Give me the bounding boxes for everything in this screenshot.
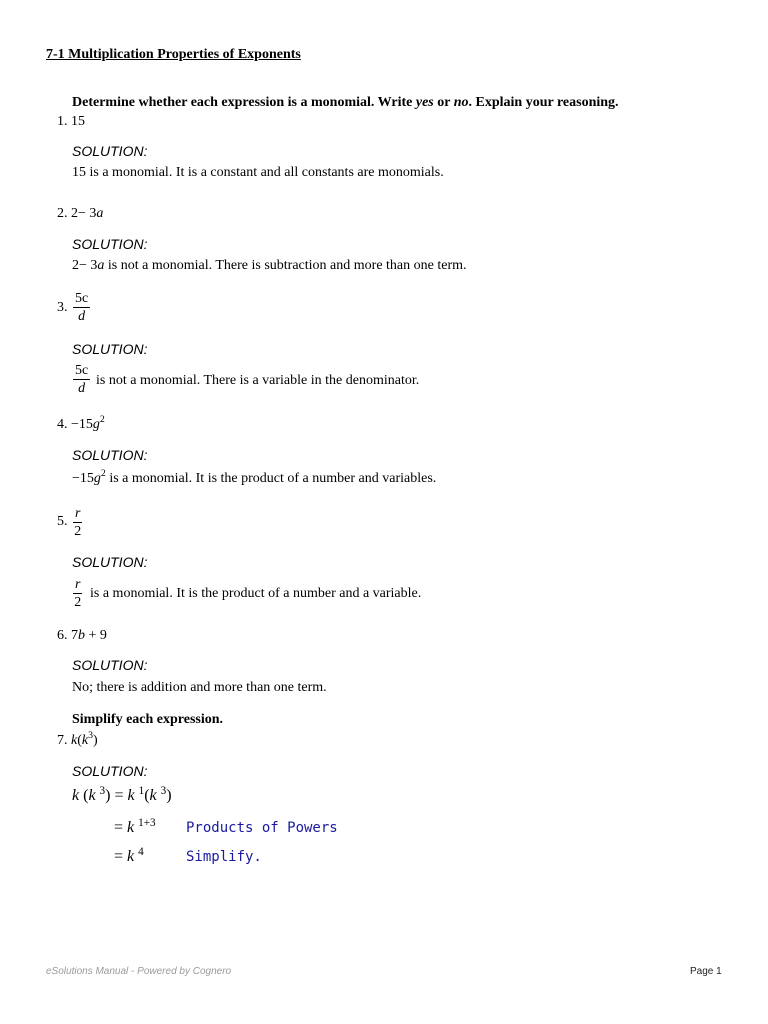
problem-7-question: 7. $k(k^3)$	[57, 730, 98, 748]
problem-6-answer: No; there is addition and more than one term.	[72, 680, 327, 695]
problem-3-answer: is not a monomial. There is a variable in the denominator.	[96, 373, 420, 388]
fraction-numerator: 5c	[75, 363, 89, 378]
problem-5-number: 5.	[57, 514, 68, 529]
problem-1-answer: 15 is a monomial. It is a constant and all constants are monomials.	[72, 165, 444, 180]
solution-label: SOLUTION:	[72, 341, 148, 357]
problem-1-question: 1. 15	[57, 114, 85, 129]
solution-label: SOLUTION:	[72, 143, 148, 159]
problem-3-fraction	[73, 291, 90, 326]
fraction-denominator: d	[78, 309, 86, 324]
solution-label: SOLUTION:	[72, 763, 148, 779]
solution-label: SOLUTION:	[72, 236, 148, 252]
page-title: 7-1 Multiplication Properties of Exponents	[46, 47, 301, 62]
problem-5-fraction	[73, 506, 82, 541]
products-of-powers-note: Products of Powers	[186, 820, 338, 836]
problem-7-work-line-1: k (k $^3$) = k $^1$(k $^3$)	[72, 785, 172, 804]
footer-credit: eSolutions Manual - Powered by Cognero	[46, 966, 232, 977]
problem-3-number: 3.	[57, 300, 68, 315]
solution-label: SOLUTION:	[72, 554, 148, 570]
problem-4-answer: $-15g^2$ is a monomial. It is the product of a number and variables.	[72, 468, 437, 486]
fraction-numerator: 5c	[75, 291, 89, 306]
fraction-numerator: r	[75, 506, 81, 521]
problem-5-answer: is a monomial. It is the product of a number and a variable.	[90, 586, 422, 601]
solution-label: SOLUTION:	[72, 657, 148, 673]
problem-5-answer-fraction	[73, 577, 82, 612]
page-number: Page 1	[690, 966, 722, 977]
fraction-denominator: 2	[74, 595, 82, 610]
instructions-simplify: Simplify each expression.	[72, 712, 224, 727]
problem-4-question: 4. $-15g^2$	[57, 414, 105, 432]
problem-2-answer: 2− 3a is not a monomial. There is subtraction and more than one term.	[72, 258, 467, 273]
instructions-monomial: Determine whether each expression is a monomial. Write yes or no. Explain your reasoning.	[72, 95, 619, 110]
fraction-numerator: r	[75, 577, 81, 592]
solution-label: SOLUTION:	[72, 447, 148, 463]
problem-6-question: 6. 7b + 9	[57, 628, 107, 643]
problem-2-question: 2. 2− 3a	[57, 206, 104, 221]
fraction-denominator: d	[78, 381, 86, 396]
fraction-denominator: 2	[74, 524, 82, 539]
problem-3-answer-fraction	[73, 363, 90, 398]
problem-7-work-line-2: = k $^{1+3}$	[114, 817, 156, 836]
problem-7-work-line-3: = k $^4$	[114, 846, 144, 865]
simplify-note: Simplify.	[186, 849, 262, 865]
